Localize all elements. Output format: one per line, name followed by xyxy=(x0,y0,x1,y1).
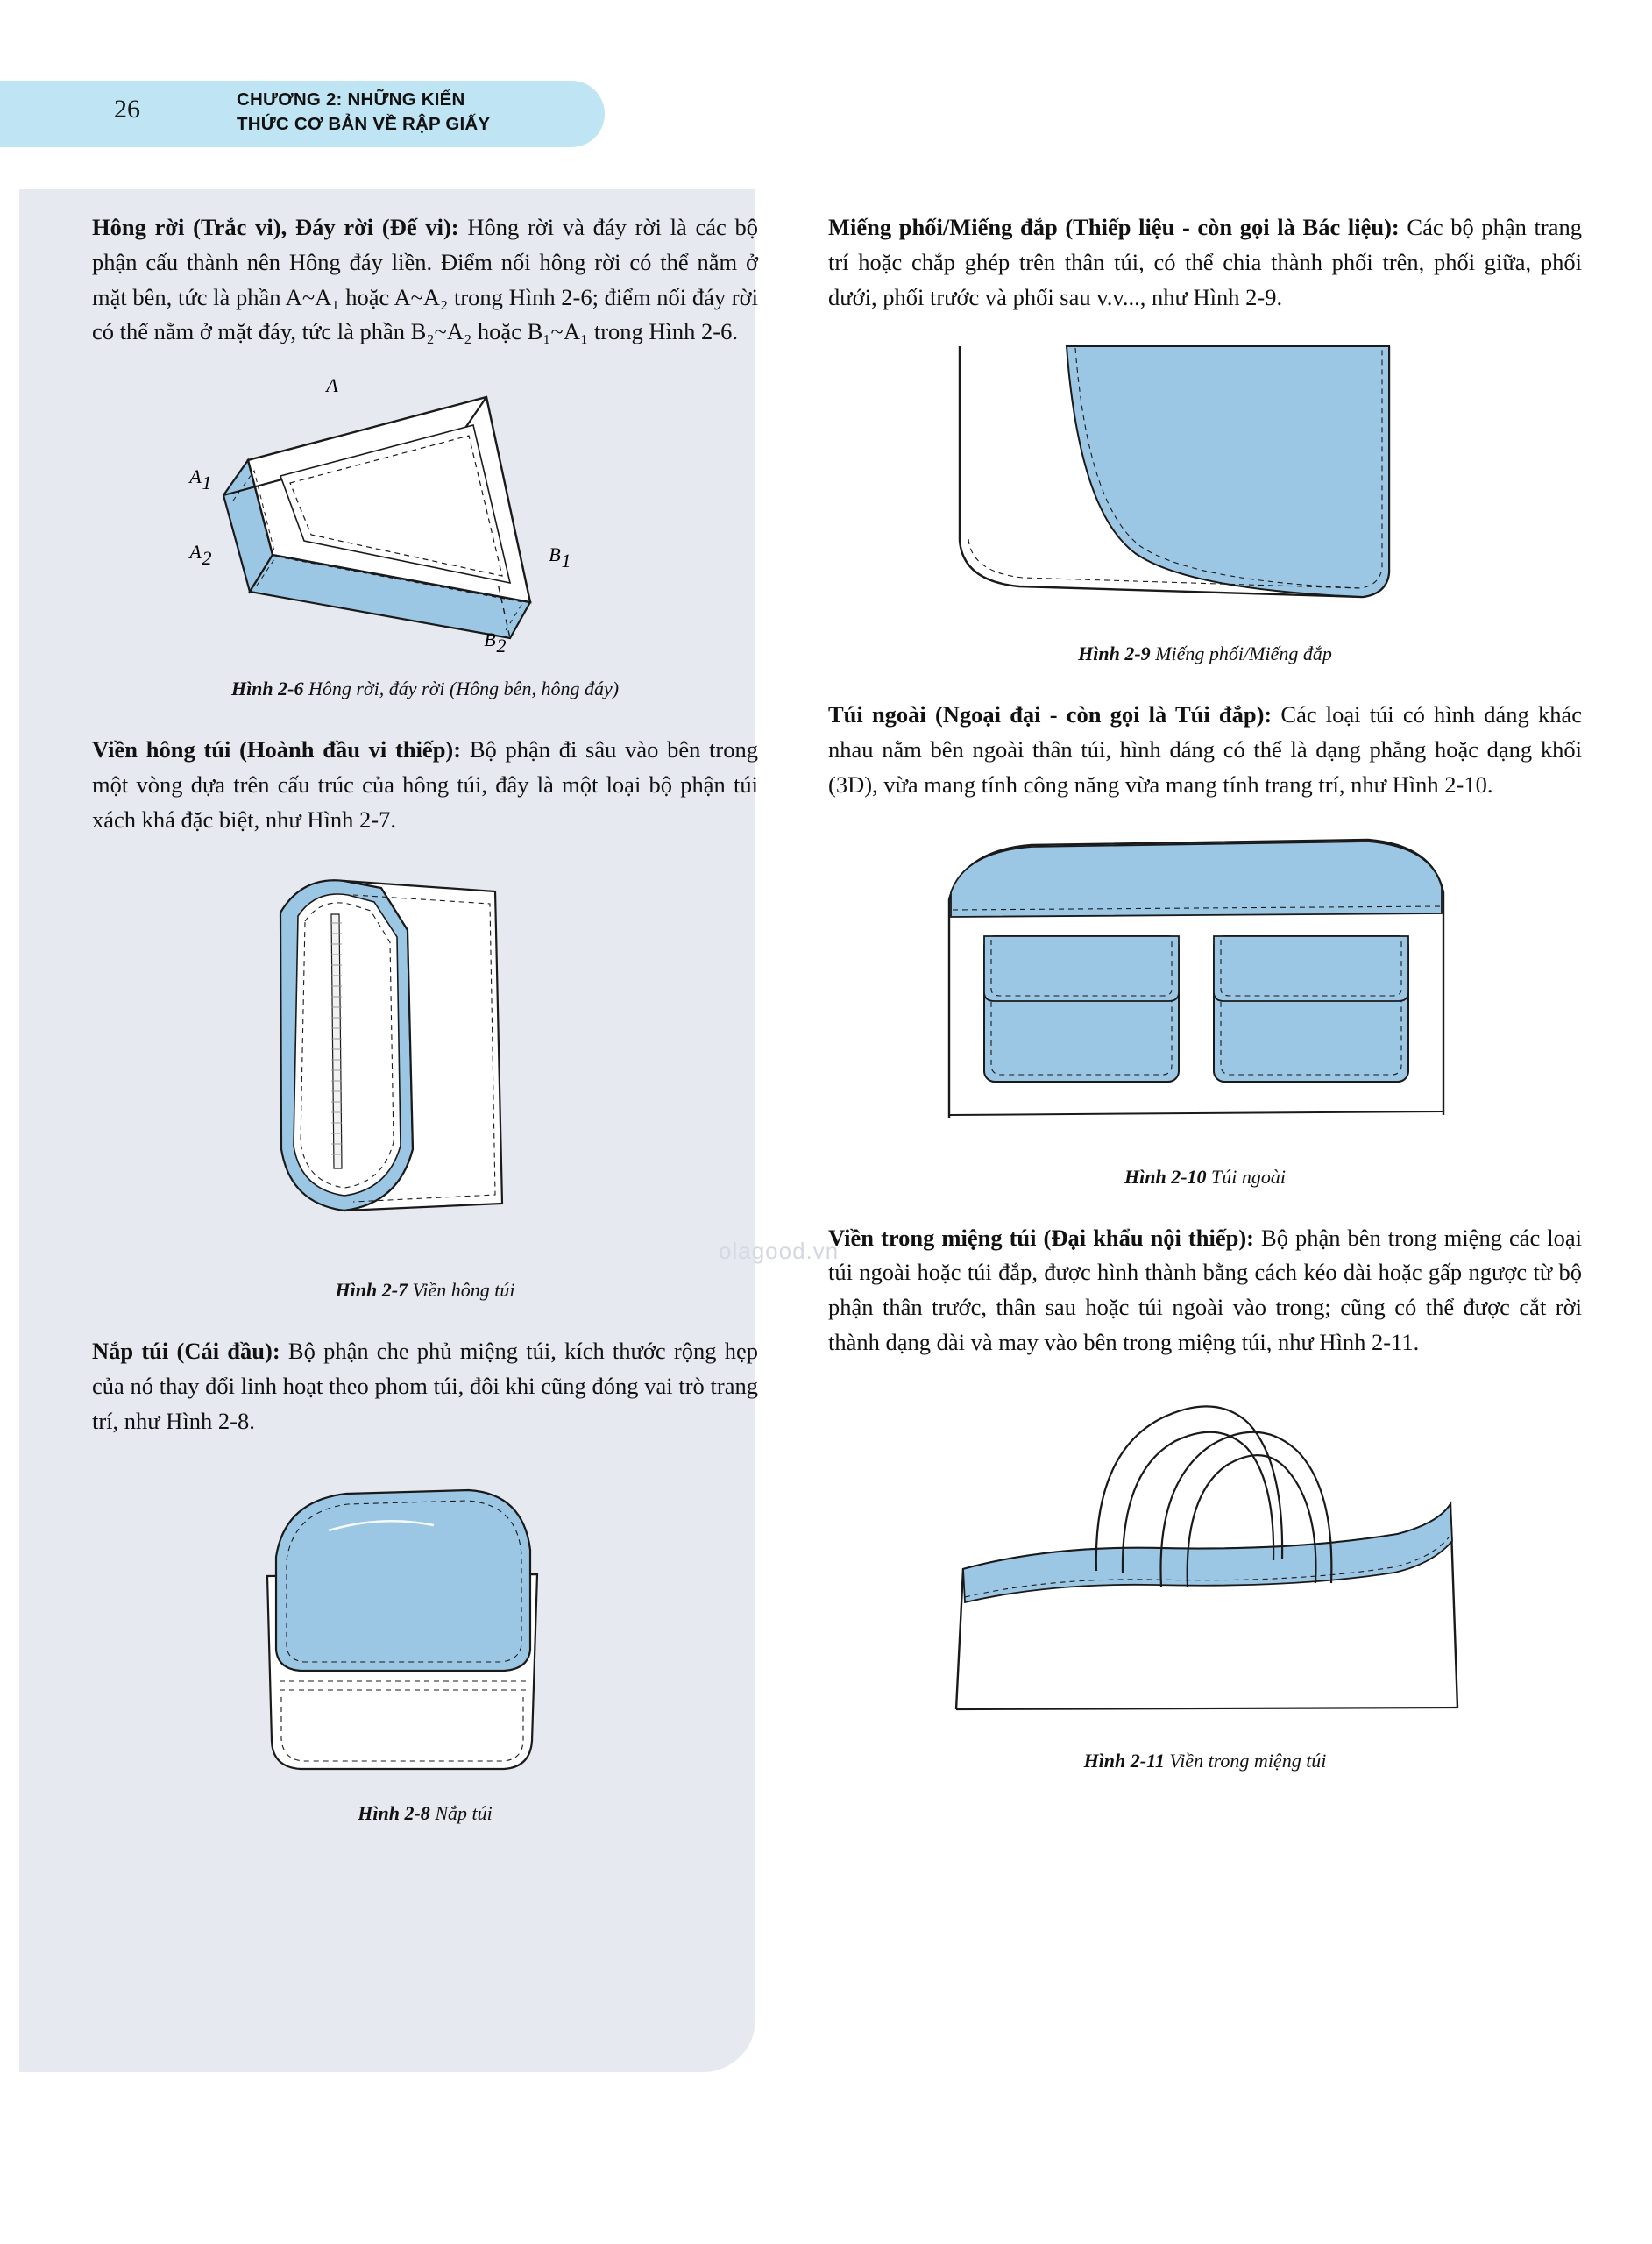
chapter-title-line-2: THỨC CƠ BẢN VỀ RẬP GIẤY xyxy=(237,113,491,134)
figure-2-6-label-B1: B xyxy=(549,543,561,565)
figure-2-11-caption-text: Viền trong miệng túi xyxy=(1169,1749,1327,1772)
svg-text:1: 1 xyxy=(561,550,571,572)
term-nap-tui: Nắp túi (Cái đầu): xyxy=(92,1338,280,1365)
figure-2-8-caption-text: Nắp túi xyxy=(435,1801,493,1824)
term-vien-hong-tui: Viền hông túi (Hoành đầu vi thiếp): xyxy=(92,736,462,763)
term-mieng-phoi: Miếng phối/Miếng đắp (Thiếp liệu - còn gọi là Bác liệu): xyxy=(828,214,1400,240)
figure-2-7 xyxy=(92,860,758,1263)
figure-2-6-label-B2: B xyxy=(484,628,496,650)
figure-2-11-illustration xyxy=(872,1383,1538,1734)
figure-2-9 xyxy=(828,337,1582,627)
figure-2-11-caption xyxy=(828,1746,1582,1775)
figure-2-10 xyxy=(828,826,1582,1150)
text-hong-roi: Hông rời và đáy rời là các bộ phận cấu thành nên Hông đáy liền. Điểm nối hông rời có thể nằm ở mặt bên, tức là phần A~A₁ hoặc A~A₂ trong Hình 2-6; điểm nối đáy rời có thể nằm ở mặt đáy, tức là phần B₂~A₂ hoặc B₁~A₁ trong Hình 2-6. xyxy=(92,214,758,345)
text-vien-hong-tui: Bộ phận đi sâu vào bên trong một vòng dựa trên cấu trúc của hông túi, đây là một loại bộ phận túi xách khá đặc biệt, như Hình 2-7. xyxy=(92,736,758,833)
term-vien-trong-mieng-tui: Viền trong miệng túi (Đại khẩu nội thiếp): xyxy=(828,1224,1255,1251)
text-tui-ngoai: Các loại túi có hình dáng khác nhau nằm bên ngoài thân túi, hình dáng có thể là dạng phẳng hoặc dạng khối (3D), vừa mang tính công năng vừa mang tính trang trí, như Hình 2-10. xyxy=(828,701,1582,798)
paragraph-hong-roi xyxy=(92,210,758,350)
figure-2-10-caption-text: Túi ngoài xyxy=(1211,1165,1286,1188)
figure-2-10-illustration xyxy=(872,826,1538,1150)
figure-2-9-caption xyxy=(828,639,1582,668)
chapter-title xyxy=(237,88,587,136)
figure-2-11 xyxy=(828,1383,1582,1734)
watermark: olagood.vn xyxy=(719,1238,840,1264)
svg-text:1: 1 xyxy=(202,472,212,494)
left-column xyxy=(92,210,758,1857)
text-mieng-phoi: Các bộ phận trang trí hoặc chắp ghép trên thân túi, có thể chia thành phối trên, phối giữa, phối dưới, phối trước và phối sau v.v..., như Hình 2-9. xyxy=(828,214,1582,310)
figure-2-7-caption xyxy=(92,1275,758,1304)
figure-2-6-caption xyxy=(92,674,758,703)
term-hong-roi: Hông rời (Trắc vi), Đáy rời (Đế vi): xyxy=(92,214,459,240)
figure-2-8-number: Hình 2-8 xyxy=(358,1801,430,1824)
paragraph-vien-trong-mieng-tui xyxy=(828,1221,1582,1360)
figure-2-9-illustration xyxy=(872,337,1538,627)
text-nap-tui: Bộ phận che phủ miệng túi, kích thước rộng hẹp của nó thay đổi linh hoạt theo phom túi, đôi khi cũng đóng vai trò trang trí, như Hình 2-8. xyxy=(92,1338,758,1434)
figure-2-8-illustration xyxy=(118,1462,732,1786)
figure-2-6-label-A2: A xyxy=(189,541,202,563)
paragraph-vien-hong-tui xyxy=(92,733,758,837)
figure-2-6-label-A1: A xyxy=(189,465,202,487)
page-number: 26 xyxy=(114,95,140,124)
figure-2-8 xyxy=(92,1462,758,1786)
figure-2-9-number: Hình 2-9 xyxy=(1078,643,1151,665)
figure-2-7-illustration xyxy=(118,860,732,1263)
figure-2-6-caption-text: Hông rời, đáy rời (Hông bên, hông đáy) xyxy=(308,678,620,699)
figure-2-11-number: Hình 2-11 xyxy=(1083,1749,1165,1772)
figure-2-8-caption xyxy=(92,1799,758,1828)
paragraph-tui-ngoai xyxy=(828,698,1582,802)
figure-2-6 xyxy=(92,373,758,662)
figure-2-7-number: Hình 2-7 xyxy=(335,1279,408,1302)
figure-2-6-label-A: A xyxy=(326,374,338,396)
svg-text:2: 2 xyxy=(496,635,507,657)
figure-2-10-caption xyxy=(828,1162,1582,1191)
figure-2-6-illustration xyxy=(118,373,732,662)
paragraph-mieng-phoi xyxy=(828,210,1582,315)
figure-2-9-caption-text: Miếng phối/Miếng đắp xyxy=(1155,643,1332,665)
figure-2-6-number: Hình 2-6 xyxy=(230,678,304,699)
term-tui-ngoai: Túi ngoài (Ngoại đại - còn gọi là Túi đắp): xyxy=(828,701,1273,728)
figure-2-7-caption-text: Viền hông túi xyxy=(412,1279,515,1302)
figure-2-10-number: Hình 2-10 xyxy=(1124,1165,1207,1188)
svg-text:2: 2 xyxy=(202,547,212,569)
paragraph-nap-tui xyxy=(92,1334,758,1438)
text-vien-trong-mieng-tui: Bộ phận bên trong miệng các loại túi ngoài hoặc túi đắp, được hình thành bằng cách kéo dài hoặc gấp ngược từ bộ phận thân trước, thân sau hoặc túi ngoài vào trong; cũng có thể được cắt rời thành dạng dài và may vào bên trong miệng túi, như Hình 2-11. xyxy=(828,1224,1582,1355)
right-column xyxy=(828,210,1582,1805)
chapter-title-line-1: CHƯƠNG 2: NHỮNG KIẾN xyxy=(237,89,465,110)
